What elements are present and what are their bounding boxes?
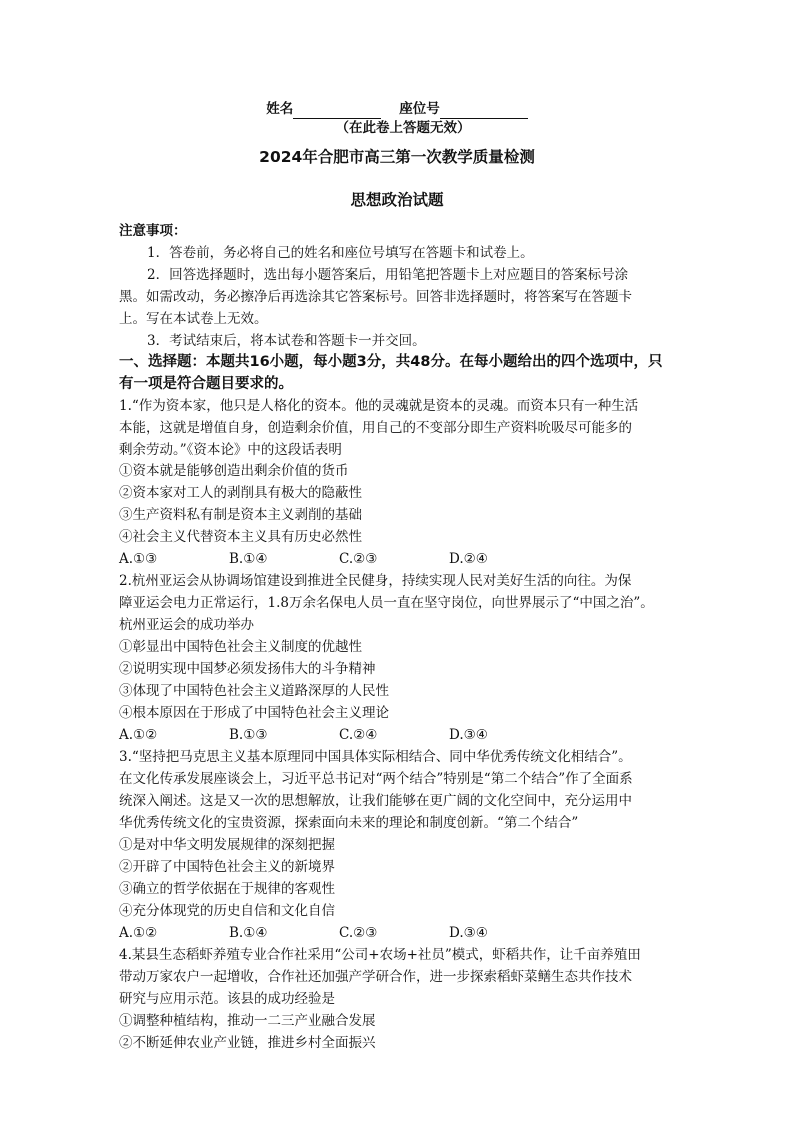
notes-heading: 注意事项： (119, 223, 187, 239)
note-line: 2．回答选择题时，选出每小题答案后，用铅笔把答题卡上对应题目的答案标号涂 (147, 267, 629, 283)
question-stem-line: 研究与应用示范。该县的成功经验是 (119, 991, 335, 1007)
question-stem-line: 统深入阐述。这是又一次的思想解放，让我们能够在更广阔的文化空间中，充分运用中 (119, 793, 632, 809)
option-a: A.①③ (119, 551, 158, 567)
question-stem-line: 华优秀传统文化的宝贵资源，探索面向未来的理论和制度创新。“第二个结合” (119, 815, 579, 831)
option-b: B.①④ (229, 551, 268, 567)
name-seat-line (0, 99, 794, 119)
question-stem-line: 带动万家农户一起增收，合作社还加强产学研合作，进一步探索稻虾菜鳝生态共作技术 (119, 969, 632, 985)
statement-item: ④社会主义代替资本主义具有历史必然性 (119, 529, 362, 545)
statement-item: ①彰显出中国特色社会主义制度的优越性 (119, 639, 362, 655)
statement-item: ②不断延伸农业产业链，推进乡村全面振兴 (119, 1035, 376, 1051)
statement-item: ③生产资料私有制是资本主义剥削的基础 (119, 507, 362, 523)
option-a: A.①② (119, 925, 158, 941)
option-c: C.②③ (339, 925, 378, 941)
option-b: B.①③ (229, 727, 268, 743)
question-stem-line: 杭州亚运会的成功举办 (119, 617, 254, 633)
question-stem-line: 2.杭州亚运会从协调场馆建设到推进全民健身，持续实现人民对美好生活的向往。为保 (119, 573, 632, 589)
question-stem-line: 3.“坚持把马克思主义基本原理同中国具体实际相结合、同中华优秀传统文化相结合”。 (119, 749, 632, 765)
seat-blank (440, 104, 528, 119)
question-stem-line: 1.“作为资本家，他只是人格化的资本。他的灵魂就是资本的灵魂。而资本只有一种生活 (119, 398, 639, 414)
subject-title: 思想政治试题 (350, 191, 444, 209)
question-stem-line: 障亚运会电力正常运行，1.8万余名保电人员一直在坚守岗位，向世界展示了“中国之治”。 (119, 595, 654, 611)
statement-item: ④根本原因在于形成了中国特色社会主义理论 (119, 705, 389, 721)
note-line: 3．考试结束后，将本试卷和答题卡一并交回。 (147, 333, 426, 349)
name-label: 姓名 (266, 101, 294, 117)
statement-item: ①是对中华文明发展规律的深刻把握 (119, 837, 335, 853)
statement-item: ④充分体现党的历史自信和文化自信 (119, 903, 335, 919)
option-d: D.③④ (449, 925, 488, 941)
option-c: C.②③ (339, 551, 378, 567)
statement-item: ③体现了中国特色社会主义道路深厚的人民性 (119, 683, 389, 699)
question-stem-line: 在文化传承发展座谈会上，习近平总书记对“两个结合”特别是“第二个结合”作了全面系 (119, 771, 633, 787)
seat-label: 座位号 (399, 101, 440, 117)
invalid-note: （在此卷上答题无效） (335, 120, 471, 136)
note-line: 黑。如需改动，务必擦净后再选涂其它答案标号。回答非选择题时，将答案写在答题卡 (119, 289, 632, 305)
statement-item: ③确立的哲学依据在于规律的客观性 (119, 881, 335, 897)
exam-title: 2024年合肥市高三第一次教学质量检测 (259, 148, 535, 166)
option-a: A.①② (119, 727, 158, 743)
option-b: B.①④ (229, 925, 268, 941)
statement-item: ②说明实现中国梦必须发扬伟大的斗争精神 (119, 661, 376, 677)
statement-item: ①调整种植结构，推动一二三产业融合发展 (119, 1013, 376, 1029)
question-stem-line: 本能，这就是增值自身，创造剩余价值，用自己的不变部分即生产资料吮吸尽可能多的 (119, 420, 632, 436)
question-stem-line: 4.某县生态稻虾养殖专业合作社采用“公司+农场+社员”模式，虾稻共作，让千亩养殖田 (119, 947, 641, 963)
note-line: 上。写在本试卷上无效。 (119, 311, 268, 327)
option-c: C.②④ (339, 727, 378, 743)
section-heading-line: 一、选择题：本题共16小题，每小题3分，共48分。在每小题给出的四个选项中，只 (119, 354, 663, 370)
option-d: D.③④ (449, 727, 488, 743)
statement-item: ②资本家对工人的剥削具有极大的隐蔽性 (119, 485, 362, 501)
note-line: 1．答卷前，务必将自己的姓名和座位号填写在答题卡和试卷上。 (147, 245, 534, 261)
statement-item: ①资本就是能够创造出剩余价值的货币 (119, 463, 349, 479)
name-blank (293, 104, 381, 119)
statement-item: ②开辟了中国特色社会主义的新境界 (119, 859, 335, 875)
question-stem-line: 剩余劳动。”《资本论》中的这段话表明 (119, 442, 342, 458)
option-d: D.②④ (449, 551, 488, 567)
section-heading-line: 有一项是符合题目要求的。 (119, 376, 293, 392)
